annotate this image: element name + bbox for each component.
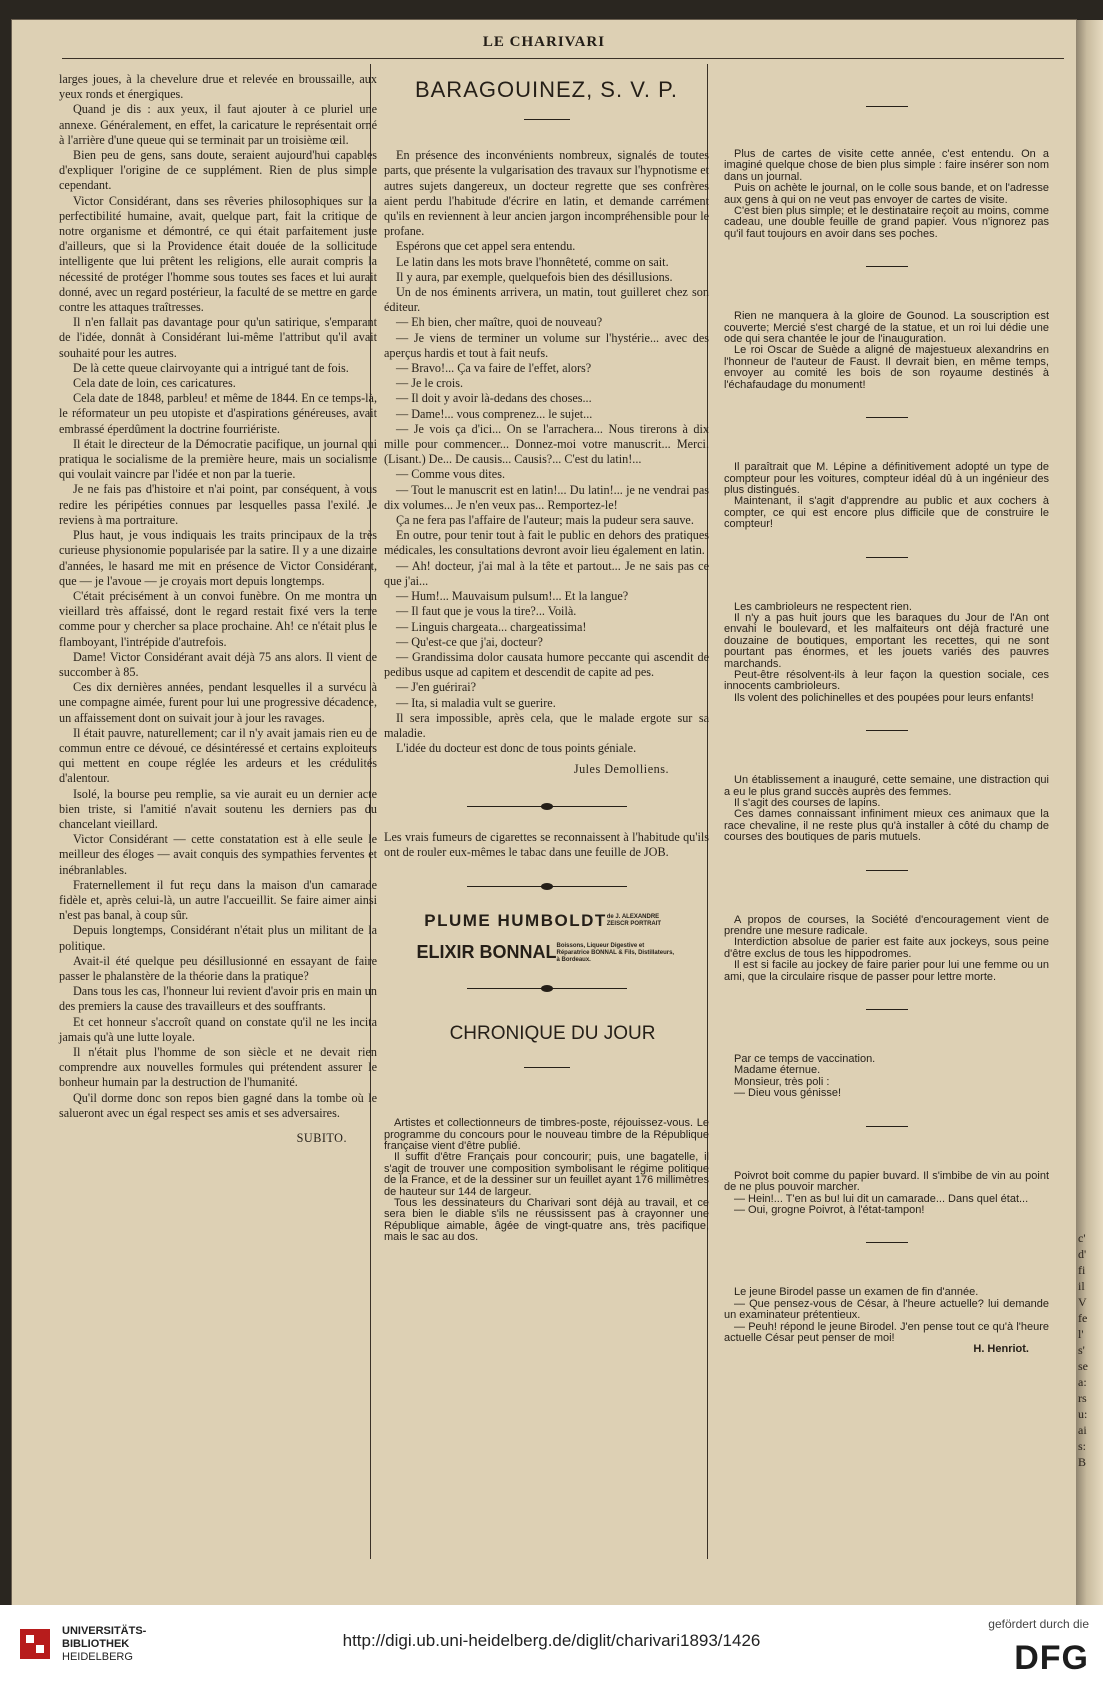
paragraph: — Peuh! répond le jeune Birodel. J'en pense tout ce qu'à l'heure actuelle César peut penser de moi! [724, 1320, 1049, 1344]
paragraph: Cela date de 1848, parbleu! et même de 1844. En ce temps-là, le réformateur un peu utopiste et d'aspirations généreuses, avait embrassé éperdûment la doctrine fourriériste. [59, 391, 377, 436]
paragraph: — Je le crois. [396, 376, 464, 391]
paragraph: Dame! Victor Considérant avait déjà 75 ans alors. Il vient de succomber à 85. [59, 649, 377, 679]
echo-item [724, 311, 1049, 391]
paragraph: Et cet honneur s'accroît quand on constate qu'il ne les incita jamais qu'à une lutte loyale. [59, 1014, 377, 1044]
ad-plume-small: de J. ALEXANDRE ZEISCR PORTRAIT [606, 914, 662, 928]
paragraph: Depuis longtemps, Considérant n'était plus un militant de la politique. [59, 923, 377, 953]
paragraph: — Il faut que je vous la tire?... Voilà. [396, 604, 577, 619]
paragraph: A propos de courses, la Société d'encouragement vient de prendre une mesure radicale. [724, 913, 1049, 938]
viewer-footer [0, 1605, 1103, 1682]
paragraph: Cela date de loin, ces caricatures. [73, 376, 236, 391]
paragraph: Artistes et collectionneurs de timbres-poste, réjouissez-vous. Le programme du concours pour le nouveau timbre de la République française vient d'être publié. [384, 1117, 709, 1152]
paragraph: Plus haut, je vous indiquais les traits principaux de la très curieuse physionomie popularisée par la satire. Il y a une dizaine d'années, le hasard me mit en présence de Victor Considérant, que — je l'avoue — je croyais mort depuis longtemps. [59, 528, 377, 588]
paragraph: Un établissement a inauguré, cette semaine, une distraction qui a eu le plus grand succès auprès des femmes. [724, 774, 1049, 798]
paragraph: — Je viens de terminer un volume sur l'hystérie... avec des aperçus hardis et tout à fait neufs. [384, 330, 709, 360]
paragraph: Il sera impossible, après cela, que le malade ergote sur sa maladie. [384, 710, 709, 740]
signature-demolliens: Jules Demolliens. [573, 762, 669, 777]
baragouinez-article [384, 148, 709, 756]
paragraph: — Hum!... Mauvaisum pulsum!... Et la langue? [396, 589, 629, 604]
paragraph: Il n'en fallait pas davantage pour qu'un satirique, s'emparant de l'idée, donnât à Considérant lui-même l'attribut qu'il avait souhaité pour les autres. [59, 315, 377, 360]
paragraph: — Linguis chargeata... chargeatissima! [396, 619, 587, 634]
facing-page-edge [1076, 20, 1103, 1605]
newspaper-sheet [12, 20, 1076, 1605]
paragraph: Isolé, la bourse peu remplie, sa vie aurait eu un dernier acte bien triste, si l'amitié n'avait soutenu les derniers pas du chancelant vieillard. [59, 786, 377, 831]
separator [866, 557, 908, 558]
paragraph: — Dieu vous génisse! [734, 1087, 841, 1100]
paragraph: Victor Considérant — cette constatation est à elle seule le meilleur des éloges — avait conquis des sympathies ferventes et inébranlables. [59, 832, 377, 877]
paragraph: Le latin dans les mots brave l'honnêteté, comme on sait. [396, 254, 669, 269]
paragraph: Il était le directeur de la Démocratie pacifique, un journal qui pratiqua le socialisme de la première heure, mais un socialisme qui voulait vaincre par l'idée et non par la tuerie. [59, 436, 377, 482]
paragraph: Madame éternue. [734, 1064, 821, 1077]
permalink-url[interactable]: http://digi.ub.uni-heidelberg.de/diglit/charivari1893/1426 [342, 1631, 761, 1650]
chronique-title: CHRONIQUE DU JOUR [449, 1022, 656, 1044]
page-header: LE CHARIVARI [482, 34, 606, 50]
paragraph: Il n'était plus l'homme de son siècle et ne devait rien comprendre aux nouvelles formules qui prétendent assurer le bonheur humain par la destruction de l'humanité. [59, 1045, 377, 1090]
facing-page-fragments: c' d' fi il V fe l' s' se a: rs u: ai s: B [1078, 1231, 1088, 1469]
paragraph: — Oui, grogne Poivrot, à l'état-tampon! [734, 1203, 925, 1216]
funding-note: gefördert durch die [988, 1617, 1089, 1631]
separator [524, 119, 570, 120]
logo-line: UNIVERSITÄTS- [62, 1625, 147, 1637]
paragraph: Fraternellement il fut reçu dans la maison d'un camarade fidèle et, après celui-là, un autre l'accueillit. Se faire aimer ainsi n'est pas banal, à coup sûr. [59, 877, 377, 923]
paragraph: — Que pensez-vous de César, à l'heure actuelle? lui demande un examinateur prétentieux. [724, 1297, 1049, 1322]
job-ad: Les vrais fumeurs de cigarettes se reconnaissent à l'habitude qu'ils ont de rouler eux-mêmes le tabac dans une feuille de JOB. [384, 829, 709, 859]
paragraph: — Je vois ça d'ici... On se l'arrachera... Nous tirerons à dix mille pour commencer... Donnez-moi votre manuscrit... Merci. (Lisant.) De... De causis... Causis?... C'est du latin!... [384, 421, 709, 467]
paragraph: Je ne fais pas d'histoire et n'ai point, par conséquent, à vous redire les péripéties connues par lesquelles passa l'exilé. Je reviens à ma portraiture. [59, 482, 377, 527]
paragraph: Le roi Oscar de Suède a aligné de majestueux alexandrins en l'honneur de l'auteur de Faust. Il devrait bien, en même temps, envoyer au comité les bois de son royaume destinés à l'échafaudage du monument! [724, 344, 1049, 391]
paragraph: Il suffit d'être Français pour concourir; puis, une bagatelle, il s'agit de trouver une composition symbolisant le régime politique de la France, et de la dessiner sur un feuillet ayant 176 millimètres de hauteur sur 144 de largeur. [384, 1151, 709, 1198]
paragraph: — J'en guérirai? [396, 680, 477, 695]
separator [866, 1009, 908, 1010]
paragraph: — Qu'est-ce que j'ai, docteur? [396, 634, 543, 649]
paragraph: Monsieur, très poli : [734, 1075, 830, 1088]
echo-item [724, 1287, 1049, 1344]
paragraph: — Eh bien, cher maître, quoi de nouveau? [396, 315, 603, 330]
separator [866, 106, 908, 107]
ad-plume-name: PLUME HUMBOLDT [424, 910, 607, 930]
paragraph: En outre, pour tenir tout à fait le public en dehors des pratiques médicales, les consultations devront avoir lieu également en latin. [384, 528, 709, 558]
paragraph: Par ce temps de vaccination. [734, 1053, 876, 1066]
paragraph: — Tout le manuscrit est en latin!... Du latin!... je ne vendrai pas dix volumes... Je n'en veux pas... Remportez-le! [384, 482, 709, 512]
logo-line: HEIDELBERG [62, 1651, 133, 1663]
paragraph: — Comme vous dites. [396, 467, 506, 482]
paragraph: Ils volent des polichinelles et des poupées pour leurs enfants! [734, 691, 1034, 704]
paragraph: Bien peu de gens, sans doute, seraient aujourd'hui capables d'expliquer l'origine de ce supplément. Rien de plus simple cependant. [59, 148, 377, 193]
fleuron-separator [467, 882, 627, 892]
ad-plume-humboldt [384, 910, 709, 932]
paragraph: Tous les dessinateurs du Charivari sont déjà au travail, et ce sera bien le diable s'ils ne réussissent pas à crayonner une République aimable, âgée de vingt-quatre ans, très pacifique, mais le sac au dos. [384, 1196, 709, 1244]
paragraph: Il y aura, par exemple, quelquefois bien des désillusions. [396, 269, 673, 284]
paragraph: — Ita, si maladia vult se guerire. [396, 695, 556, 710]
paragraph: Qu'il dorme donc son repos bien gagné dans la tombe où le salueront avec un égal respect ses amis et ses adversaires. [59, 1090, 377, 1120]
paragraph: C'était précisément à un convoi funèbre. On me montra un vieillard très affaissé, dont le regard restait fixé vers la terre comme pour y chercher sa place prochaine. Ah! ce n'était plus le flamboyant, l'intrépide d'autrefois. [59, 588, 377, 649]
paragraph: Quand je dis : aux yeux, il faut ajouter à ce pluriel une annexe. Généralement, en effet, la caricature le représentait orné à l'arrière d'une queue qui se terminait par un troisième œil. [59, 102, 377, 147]
separator [866, 266, 908, 267]
logo-line: BIBLIOTHEK [62, 1638, 130, 1650]
echo-item [724, 775, 1049, 843]
paragraph: — Dame!... vous comprenez... le sujet... [396, 406, 593, 421]
echo-item [724, 915, 1049, 983]
paragraph: — Grandissima dolor causata humore peccante qui ascendit de pedibus usque ad capitem et descendit de capite ad pes. [384, 649, 709, 680]
paragraph: Peut-être résolvent-ils à leur façon la question sociale, ces innocents cambrioleurs. [724, 668, 1049, 693]
echo-item [724, 1054, 1049, 1100]
paragraph: Rien ne manquera à la gloire de Gounod. La souscription est couverte; Mercié s'est chargé de la statue, et un roi lui dédie une ode qui sera chantée le jour de l'inauguration. [724, 310, 1049, 346]
echo-item [724, 602, 1049, 705]
fleuron-separator [467, 984, 627, 994]
signature-henriot: H. Henriot. [973, 1343, 1029, 1356]
paragraph: Maintenant, il s'agit d'apprendre au public et aux cochers à compter, ce qui est encore plus difficile que de construire le compteur! [724, 495, 1049, 531]
column-3 [724, 80, 1049, 1356]
echo-item [724, 149, 1049, 240]
echos-list [724, 149, 1049, 1344]
chronique-text [384, 1118, 709, 1243]
paragraph: Il s'agit des courses de lapins. [734, 797, 881, 809]
paragraph: Dans tous les cas, l'honneur lui revient d'avoir pris en main un des premiers la cause des travailleurs et des souffrants. [59, 984, 377, 1014]
column-1 [59, 72, 377, 1146]
fleuron-separator [467, 802, 627, 812]
ad-elixir-name: ELIXIR BONNAL [416, 941, 557, 962]
ad-elixir-small: Boissons, Liqueur Digestive et Réparatrice BONNAL & Fils, Distillateurs, à Bordeaux. [556, 942, 675, 963]
header-rule [62, 58, 1064, 59]
paragraph: En présence des inconvénients nombreux, signalés de toutes parts, que présente la vulgarisation des travaux sur l'hypnotisme et autres sujets dangereux, un docteur regrette que ses confrères aient perdu l'habitude d'écrire en latin, et demande carrément qu'ils en reviennent à leur ancien jargon incompréhensible pour le profane. [384, 148, 709, 239]
considerant-article [59, 72, 377, 1121]
paragraph: Le jeune Birodel passe un examen de fin d'année. [734, 1286, 979, 1299]
paragraph: Il était pauvre, naturellement; car il n'y avait jamais rien eu de commun entre ce dévoué, ce désintéressé et certains exploiteurs qui mettent en coupe réglée les ardeurs et les crédulités d'alentour. [59, 725, 377, 786]
paragraph: De là cette queue clairvoyante qui a intrigué tant de fois. [73, 360, 349, 375]
separator [866, 1126, 908, 1127]
ad-elixir-bonnal [384, 940, 709, 964]
dfg-logo: DFG [1014, 1639, 1089, 1677]
paragraph: larges joues, à la chevelure drue et relevée en broussaille, aux yeux ronds et énergiques. [59, 72, 377, 102]
paragraph: — Bravo!... Ça va faire de l'effet, alors? [396, 361, 592, 376]
paragraph: Ça ne fera pas l'affaire de l'auteur; mais la pudeur sera sauve. [396, 513, 694, 528]
paragraph: Les cambrioleurs ne respectent rien. [734, 600, 912, 613]
separator [524, 1067, 570, 1068]
article-title-baragouinez: BARAGOUINEZ, S. V. P. [414, 77, 679, 102]
paragraph: Ces dames connaissant infiniment mieux ces animaux que la race chevaline, il ne reste plus qu'à installer à côté du champ de courses des boutiques de paris mutuels. [724, 808, 1049, 844]
separator [866, 417, 908, 418]
paragraph: — Hein!... T'en as bu! lui dit un camarade... Dans quel état... [734, 1192, 1029, 1205]
paragraph: Il paraîtrait que M. Lépine a définitivement adopté un type de compteur pour les voitures, compteur idéal dû à un ingénieur des plus distingués. [724, 461, 1049, 496]
paragraph: — Ah! docteur, j'ai mal à la tête et partout... Je ne sais pas ce que j'ai... [384, 558, 709, 588]
echo-item [724, 1171, 1049, 1217]
paragraph: Plus de cartes de visite cette année, c'est entendu. On a imaginé quelque chose de bien plus simple : faire insérer son nom dans un journal. [724, 148, 1049, 183]
paragraph: Il n'y a pas huit jours que les baraques du Jour de l'An ont envahi le boulevard, et les malfaiteurs ont déjà fracturé une douzaine de boutiques, emportant les recettes, qui ne sont pourtant pas énormes, et les jouets variés des pauvres marchands. [724, 611, 1049, 670]
paragraph: Avait-il été quelque peu désillusionné en essayant de faire passer le phalanstère de la théorie dans la pratique? [59, 953, 377, 983]
paragraph: L'idée du docteur est donc de tous points géniale. [396, 741, 637, 756]
signature-subito: SUBITO. [296, 1131, 347, 1146]
paragraph: Espérons que cet appel sera entendu. [396, 239, 576, 254]
paragraph: Puis on achète le journal, on le colle sous bande, et on l'adresse aux gens à qui on ne veut pas envoyer de cartes de visite. [724, 182, 1049, 206]
paragraph: Ces dix dernières années, pendant lesquelles il a survécu à une compagne aimée, furent pour lui une progressive décadence, un affaissement dont on suivait jour à jour les ravages. [59, 680, 377, 725]
paragraph: Il est si facile au jockey de faire parier pour lui une femme ou un ami, que la circulaire risque de passer pour lettre morte. [724, 959, 1049, 983]
column-2 [384, 77, 709, 1244]
paragraph: Interdiction absolue de parier est faite aux jockeys, sous peine d'être exclus de tous les hippodromes. [724, 936, 1049, 960]
paragraph: Victor Considérant, dans ses rêveries philosophiques sur la perfectibilité humaine, avait, quelque part, fait la critique de notre organisme et démontré, ce qui était parfaitement juste d'ailleurs, que si la Providence était douée de la sollicitude intelligente que lui prêtent les religions, elle aurait compris la nécessité de protéger l'homme sous toutes ses faces et lui aurait donné, avec un regard postérieur, la faculté de se mettre en garde contre les attaques traîtresses. [59, 193, 377, 315]
separator [866, 1242, 908, 1243]
separator [866, 730, 908, 731]
echo-item [724, 462, 1049, 530]
paragraph: C'est bien plus simple; et le destinataire reçoit au moins, comme cadeau, une double feuille de grand papier. Vous n'ignorez pas qu'il faut toujours en avoir dans ses poches. [724, 205, 1049, 240]
separator [866, 870, 908, 871]
paragraph: — Il doit y avoir là-dedans des choses... [396, 391, 592, 406]
paragraph: Un de nos éminents arrivera, un matin, tout guilleret chez son éditeur. [384, 285, 709, 315]
paragraph: Poivrot boit comme du papier buvard. Il s'imbibe de vin au point de ne plus pouvoir marcher. [724, 1169, 1049, 1194]
